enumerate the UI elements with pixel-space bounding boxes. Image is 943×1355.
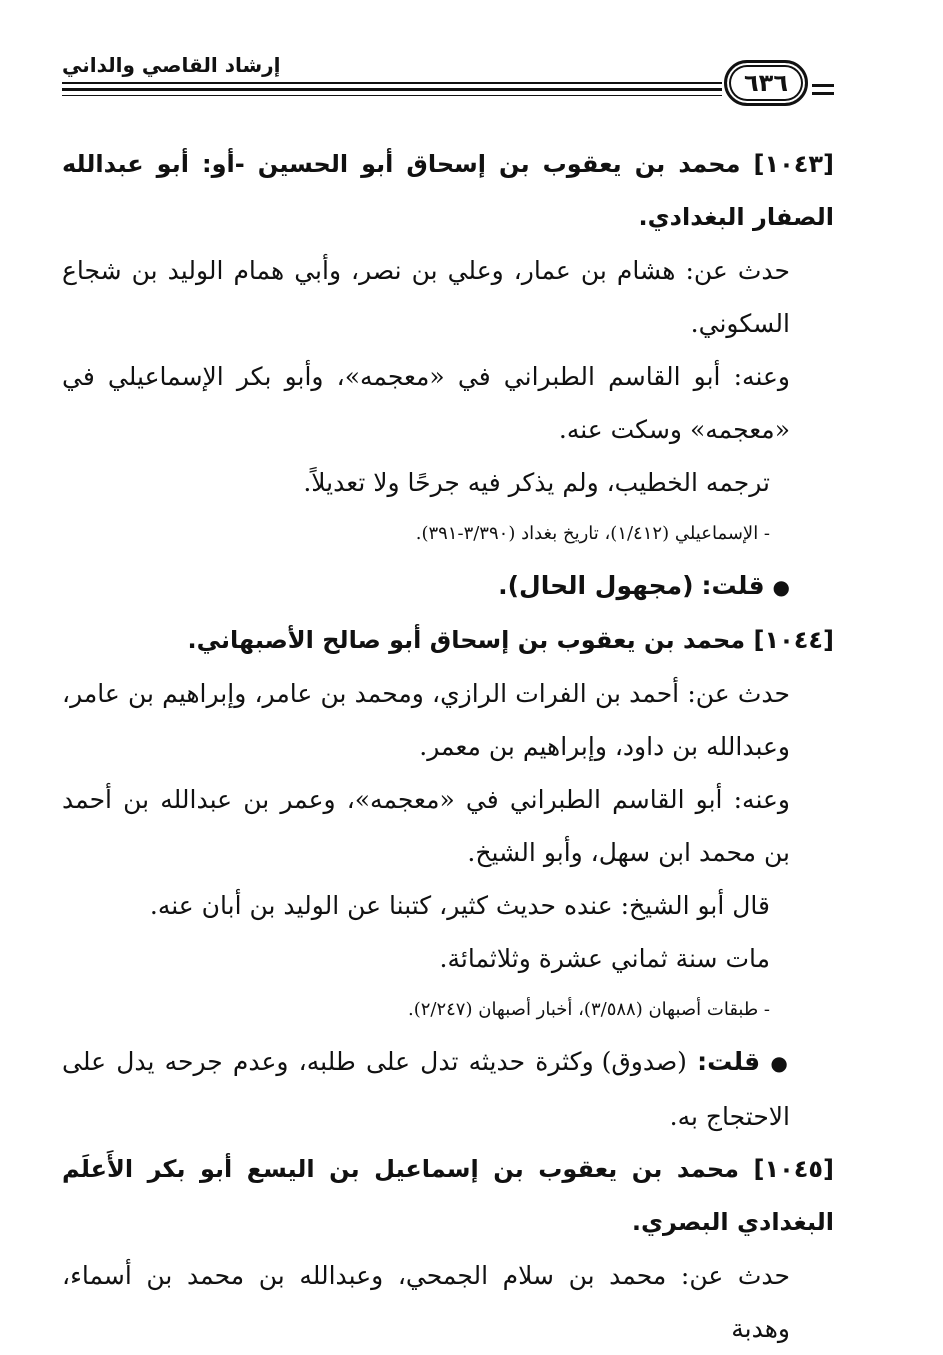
narrated-from: حدث عن: محمد بن سلام الجمحي، وعبدالله بن محمد بن أسماء، وهدبة [62, 1261, 790, 1343]
narrated-by: وعنه: أبو القاسم الطبراني في «معجمه»، وعمر بن عبدالله بن أحمد بن محمد ابن سهل، وأبو الشيخ. [62, 785, 790, 867]
entry-title: [١٠٤٤] محمد بن يعقوب بن إسحاق أبو صالح الأصبهاني. [187, 626, 834, 654]
verdict-text: (صدوق) وكثرة حديثه تدل على طلبه، وعدم جرحه يدل على الاحتجاج به. [62, 1047, 790, 1131]
narrated-from: حدث عن: هشام بن عمار، وعلي بن نصر، وأبي همام الوليد بن شجاع السكوني. [62, 256, 790, 338]
verdict [62, 1035, 834, 1143]
references: - الإسماعيلي (١/٤١٢)، تاريخ بغداد (٣/٣٩٠-٣٩١). [415, 523, 770, 544]
narrated-by: وعنه: أبو القاسم الطبراني في «معجمه»، وأبو بكر الإسماعيلي في «معجمه» وسكت عنه. [62, 362, 790, 444]
running-title: إرشاد القاصي والداني [62, 53, 281, 77]
page-header [0, 0, 943, 110]
bullet-icon: ● [772, 575, 790, 599]
bullet-icon: ● [770, 1051, 790, 1075]
references: - طبقات أصبهان (٣/٥٨٨)، أخبار أصبهان (٢/٢٤٧). [407, 999, 770, 1020]
narrated-from: حدث عن: أحمد بن الفرات الرازي، ومحمد بن عامر، وإبراهيم بن عامر، وعبدالله بن داود، وإبراهيم بن معمر. [62, 679, 790, 761]
header-rule [62, 88, 722, 91]
header-rule [62, 82, 722, 84]
remark: مات سنة ثماني عشرة وثلاثمائة. [439, 944, 770, 973]
verdict-label: قلت: [701, 571, 765, 600]
header-ornament [812, 92, 834, 95]
page-content [62, 138, 834, 1355]
entry-title: [١٠٤٣] محمد بن يعقوب بن إسحاق أبو الحسين -أو: أبو عبدالله الصفار البغدادي. [62, 150, 834, 231]
header-rule [62, 95, 722, 96]
verdict [62, 559, 834, 614]
verdict-text: (مجهول الحال). [498, 571, 694, 600]
remark: ترجمه الخطيب، ولم يذكر فيه جرحًا ولا تعديلاً. [303, 468, 770, 497]
page-number: ٦٣٦ [724, 60, 808, 106]
entry-title: [١٠٤٥] محمد بن يعقوب بن إسماعيل بن اليسع أبو بكر الأَعلَم البغدادي البصري. [62, 1155, 834, 1236]
remark: قال أبو الشيخ: عنده حديث كثير، كتبنا عن الوليد بن أبان عنه. [149, 891, 770, 920]
verdict-label: قلت: [697, 1047, 761, 1076]
header-ornament [812, 84, 834, 87]
